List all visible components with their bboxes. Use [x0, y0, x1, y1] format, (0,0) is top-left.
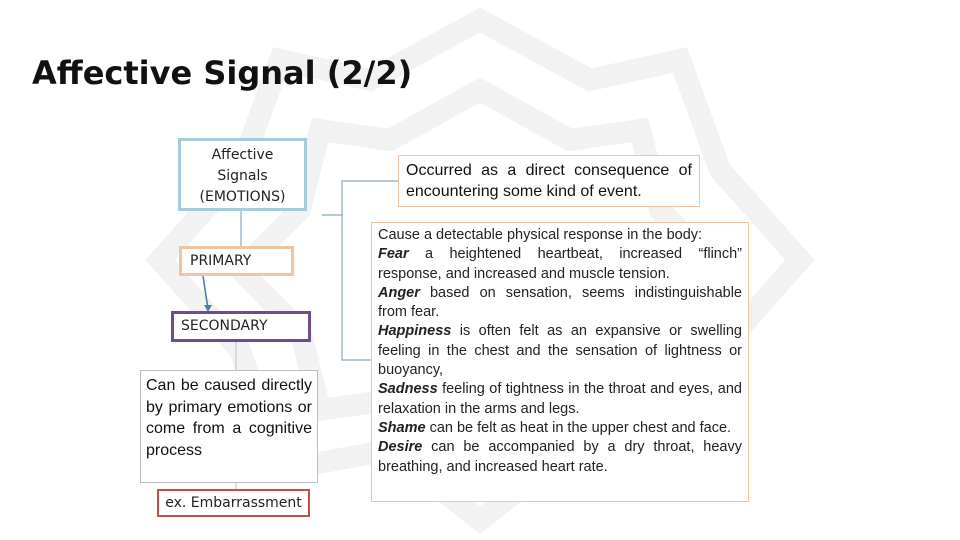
occurred-box: Occurred as a direct consequence of encountering some kind of event.	[398, 155, 700, 207]
emotion-description: based on sensation, seems indistinguishable from fear.	[378, 284, 742, 321]
emotion-term: Desire	[378, 439, 423, 456]
emotion-description: can be felt as heat in the upper chest and face.	[425, 419, 732, 436]
emotion-item-desire	[378, 438, 742, 477]
affective-signals-line-3: (EMOTIONS)	[199, 189, 286, 205]
connector-bracket-occurred	[322, 181, 398, 215]
emotion-item-shame	[378, 419, 742, 438]
slide-title: Affective Signal (2/2)	[32, 54, 413, 92]
emotion-term: Fear	[378, 246, 409, 263]
physical-response-box	[371, 222, 749, 502]
affective-signals-box	[178, 138, 307, 211]
emotion-item-sadness	[378, 380, 742, 419]
emotion-term: Shame	[378, 419, 426, 436]
affective-signals-line-1: Affective	[211, 147, 274, 163]
emotion-term: Anger	[378, 284, 420, 301]
primary-box: PRIMARY	[179, 246, 294, 276]
emotion-description: is often felt as an expansive or swelling feeling in the chest and the sensation of lightness or buoyancy,	[378, 323, 742, 379]
emotion-item-happiness	[378, 322, 742, 380]
affective-signals-line-2: Signals	[217, 168, 268, 184]
secondary-description-box: Can be caused directly by primary emotions or come from a cognitive process	[140, 370, 318, 483]
emotion-item-anger	[378, 284, 742, 323]
emotion-description: can be accompanied by a dry throat, heavy breathing, and increased heart rate.	[378, 439, 742, 475]
connector-bracket-cause	[342, 215, 371, 360]
physical-response-intro: Cause a detectable physical response in the body:	[378, 227, 703, 243]
secondary-box: SECONDARY	[171, 311, 311, 342]
example-box: ex. Embarrassment	[157, 489, 310, 517]
emotion-item-fear	[378, 245, 742, 284]
connector-primary-secondary	[203, 276, 208, 309]
emotion-term: Sadness	[378, 381, 438, 398]
emotion-description: a heightened heartbeat, increased “flinch” response, and increased and muscle tension.	[378, 246, 742, 282]
emotion-term: Happiness	[378, 323, 452, 340]
emotion-description: feeling of tightness in the throat and eyes, and relaxation in the arms and legs.	[378, 381, 742, 417]
